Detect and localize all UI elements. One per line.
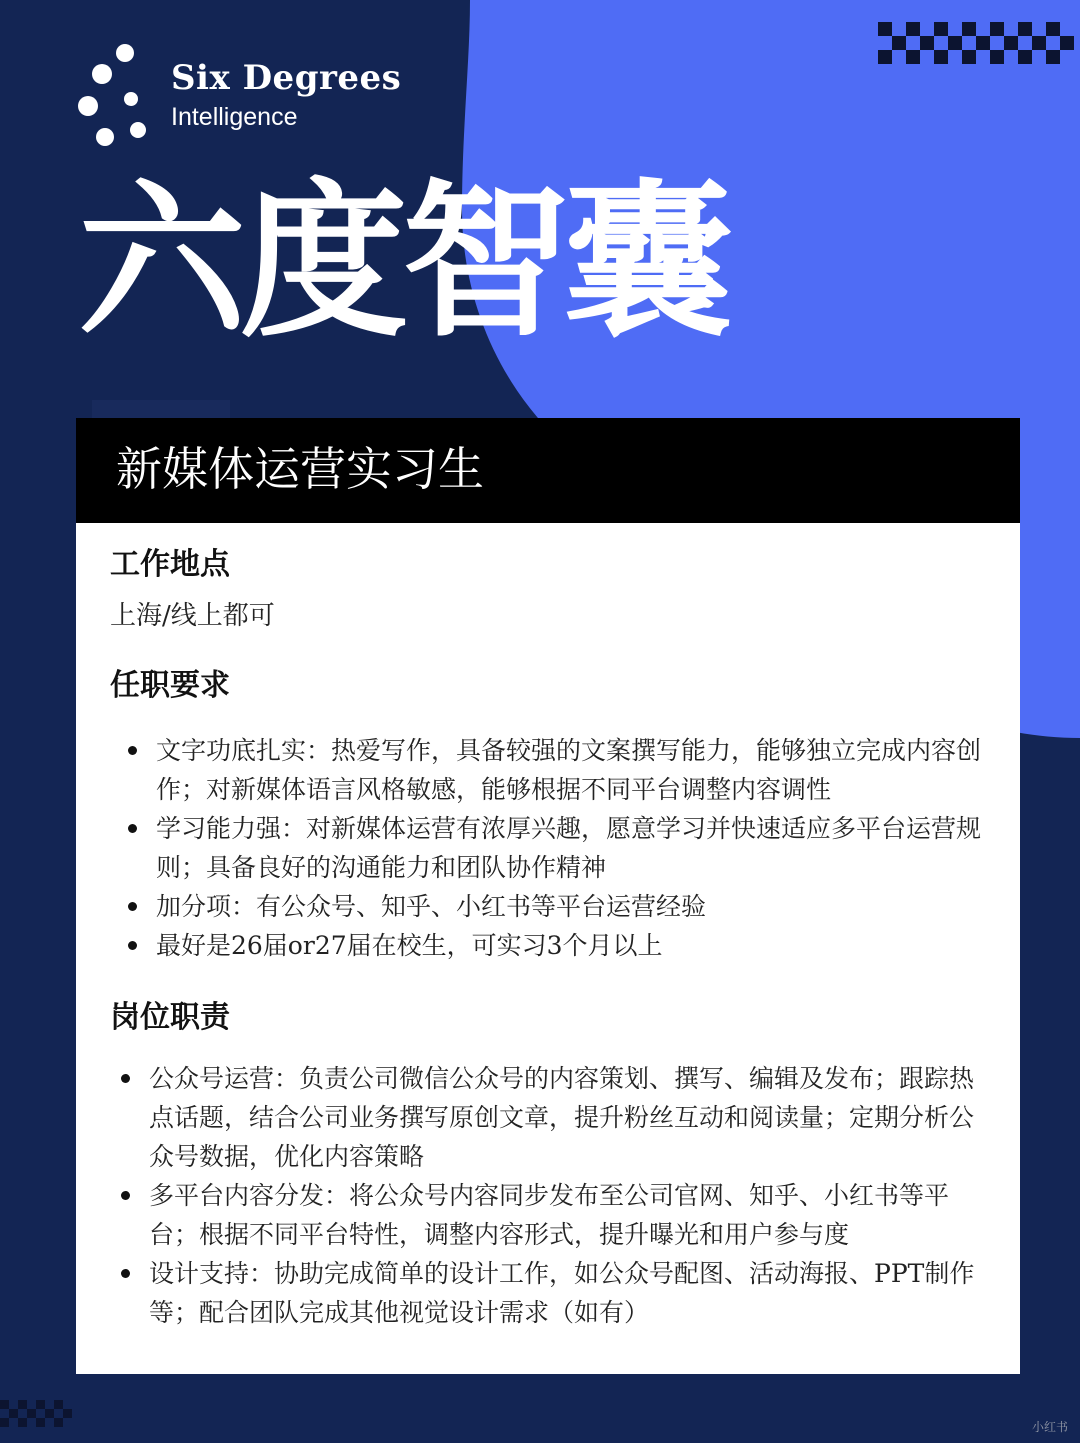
watermark: 小红书	[1031, 1420, 1068, 1434]
requirement-text: 最好是26届or27届在校生，可实习3个月以上	[156, 931, 663, 960]
location-heading: 工作地点	[110, 547, 230, 582]
location-value: 上海/线上都可	[110, 601, 275, 631]
checker-pattern-bottom	[0, 1400, 72, 1427]
requirements-list	[156, 731, 986, 965]
requirement-text: 文字功底扎实：热爱写作，具备较强的文案撰写能力，能够独立完成内容创作；对新媒体语言风格敏感，能够根据不同平台调整内容调性	[156, 736, 982, 804]
duties-heading: 岗位职责	[110, 1000, 230, 1035]
duty-text: 多平台内容分发：将公众号内容同步发布至公司官网、知乎、小红书等平台；根据不同平台特性，调整内容形式，提升曝光和用户参与度	[149, 1181, 950, 1249]
list-item	[149, 1176, 979, 1254]
requirement-text: 加分项：有公众号、知乎、小红书等平台运营经验	[156, 892, 707, 921]
logo-dot	[78, 96, 98, 116]
bullet-icon	[121, 1191, 130, 1200]
list-item	[149, 1254, 979, 1332]
list-item	[156, 809, 986, 887]
main-title: 六度智囊	[78, 164, 726, 360]
brand-subtitle: Intelligence	[171, 103, 298, 131]
list-item	[156, 887, 986, 926]
bullet-icon	[128, 824, 137, 833]
logo-dot	[92, 64, 112, 84]
bullet-icon	[121, 1074, 130, 1083]
list-item	[149, 1059, 979, 1176]
logo-dot	[130, 122, 146, 138]
duties-list	[149, 1059, 979, 1332]
logo-dots	[78, 40, 158, 150]
brand-name: Six Degrees	[171, 58, 402, 98]
logo-dot	[124, 92, 138, 106]
logo-dot	[96, 128, 114, 146]
bullet-icon	[128, 902, 137, 911]
list-item	[156, 731, 986, 809]
requirement-text: 学习能力强：对新媒体运营有浓厚兴趣，愿意学习并快速适应多平台运营规则；具备良好的沟通能力和团队协作精神	[156, 814, 982, 882]
list-item	[156, 926, 986, 965]
requirements-heading: 任职要求	[110, 668, 230, 703]
bullet-icon	[121, 1269, 130, 1278]
bullet-icon	[128, 746, 137, 755]
bullet-icon	[128, 941, 137, 950]
duty-text: 设计支持：协助完成简单的设计工作，如公众号配图、活动海报、PPT制作等；配合团队完成其他视觉设计需求（如有）	[149, 1259, 975, 1327]
duty-text: 公众号运营：负责公司微信公众号的内容策划、撰写、编辑及发布；跟踪热点话题，结合公司业务撰写原创文章，提升粉丝互动和阅读量；定期分析公众号数据，优化内容策略	[149, 1064, 975, 1171]
logo-dot	[116, 44, 134, 62]
job-title: 新媒体运营实习生	[116, 442, 484, 496]
